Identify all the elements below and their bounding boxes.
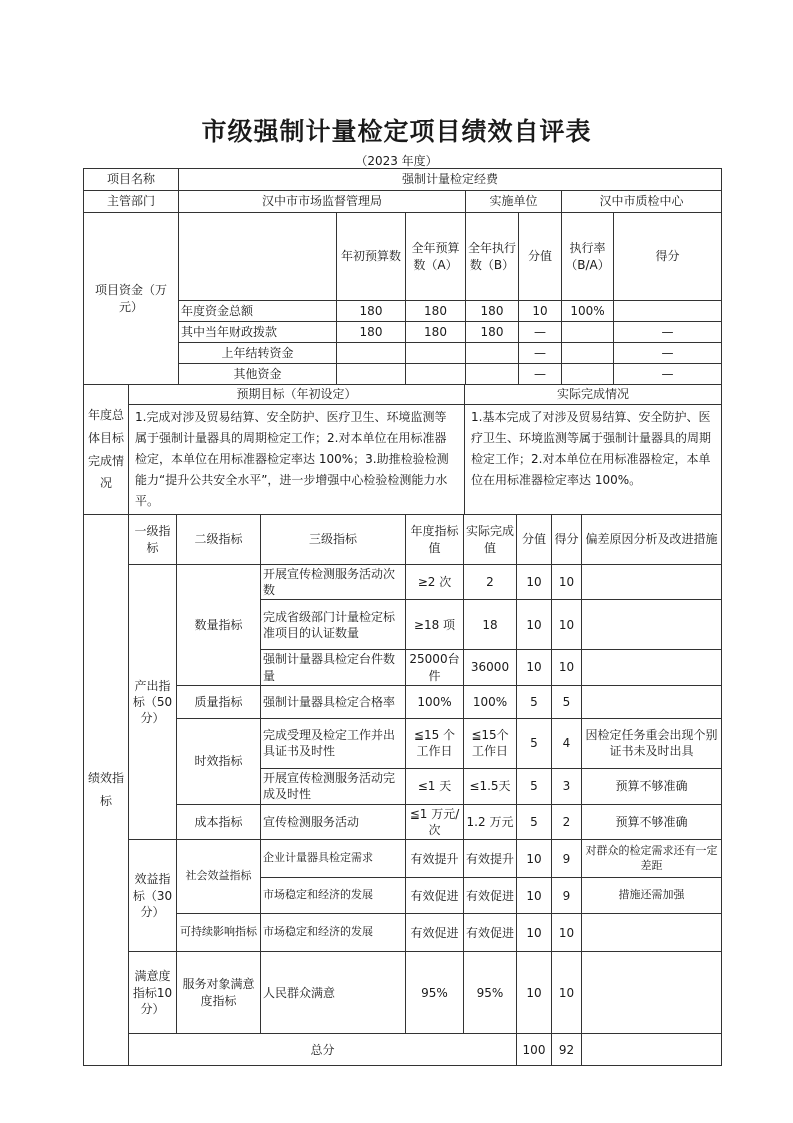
- indicator-got: 10: [552, 565, 582, 600]
- indicator-name: 完成受理及检定工作并出具证书及时性: [261, 718, 406, 768]
- fund-initial: [337, 343, 406, 364]
- total-got: 92: [552, 1034, 582, 1066]
- project-name-label: 项目名称: [84, 169, 179, 191]
- goals-label: 年度总体目标完成情况: [84, 385, 129, 515]
- header-l3: 三级指标: [261, 515, 406, 565]
- header-rate: 执行率（B/A）: [562, 213, 614, 301]
- fund-exec: [466, 364, 519, 385]
- fund-name: 上年结转资金: [179, 343, 337, 364]
- table-row: [84, 364, 722, 385]
- fund-score: —: [519, 364, 562, 385]
- page-title: 市级强制计量检定项目绩效自评表: [201, 117, 592, 146]
- indicator-actual: 18: [464, 600, 517, 650]
- table-row: [84, 804, 722, 839]
- indicator-target: ≦1 万元/次: [406, 804, 464, 839]
- indicator-target: 有效促进: [406, 914, 464, 952]
- indicator-reason: 措施还需加强: [582, 878, 722, 914]
- fund-score: —: [519, 322, 562, 343]
- indicator-actual: 100%: [464, 685, 517, 718]
- funds-label: 项目资金（万元）: [84, 213, 179, 385]
- indicator-reason: [582, 565, 722, 600]
- table-row: [84, 914, 722, 952]
- fund-initial: 180: [337, 322, 406, 343]
- output-label: 产出指标（50 分）: [129, 565, 177, 840]
- indicator-score: 10: [517, 878, 552, 914]
- indicator-actual: 有效促进: [464, 878, 517, 914]
- indicator-score: 5: [517, 804, 552, 839]
- indicator-actual: 95%: [464, 952, 517, 1034]
- indicator-name: 人民群众满意: [261, 952, 406, 1034]
- indicator-got: 4: [552, 718, 582, 768]
- indicator-name: 市场稳定和经济的发展: [261, 878, 406, 914]
- indicator-got: 9: [552, 840, 582, 878]
- quality-label: 质量指标: [177, 685, 261, 718]
- indicator-got: 2: [552, 804, 582, 839]
- expected-label: 预期目标（年初设定）: [129, 385, 465, 405]
- indicator-name: 企业计量器具检定需求: [261, 840, 406, 878]
- perf-table: [83, 514, 722, 1066]
- indicator-reason: [582, 685, 722, 718]
- expected-text: 1.完成对涉及贸易结算、安全防护、医疗卫生、环境监测等属于强制计量器具的周期检定工作；2.对本单位在用标准器检定，本单位在用标准器检定率达 100%；3.助推检验检测能力“提升公共安全水平”，进一步增强中心检验检测能力水平。: [129, 405, 465, 515]
- indicator-reason: [582, 914, 722, 952]
- indicator-name: 强制计量器具检定台件数量: [261, 650, 406, 685]
- fund-rate: 100%: [562, 301, 614, 322]
- fund-exec: 180: [466, 322, 519, 343]
- fund-score: 10: [519, 301, 562, 322]
- indicator-reason: 预算不够准确: [582, 768, 722, 804]
- fund-got: [614, 301, 722, 322]
- header-got: 得分: [614, 213, 722, 301]
- fund-initial: [337, 364, 406, 385]
- indicator-score: 10: [517, 840, 552, 878]
- total-score: 100: [517, 1034, 552, 1066]
- indicator-score: 5: [517, 718, 552, 768]
- table-row: [84, 840, 722, 878]
- benefit-label: 效益指标（30 分）: [129, 840, 177, 952]
- header-score: 分值: [519, 213, 562, 301]
- impl-value: 汉中市质检中心: [562, 191, 722, 213]
- indicator-score: 10: [517, 650, 552, 685]
- indicator-reason: 预算不够准确: [582, 804, 722, 839]
- satisfaction-label: 满意度指标10 分）: [129, 952, 177, 1034]
- fund-exec: [466, 343, 519, 364]
- indicator-got: 10: [552, 650, 582, 685]
- indicator-actual: 有效促进: [464, 914, 517, 952]
- fund-name: 年度资金总额: [179, 301, 337, 322]
- fund-initial: 180: [337, 301, 406, 322]
- dept-label: 主管部门: [84, 191, 179, 213]
- header-l2: 二级指标: [177, 515, 261, 565]
- indicator-reason: [582, 952, 722, 1034]
- indicator-got: 10: [552, 952, 582, 1034]
- fund-got: —: [614, 322, 722, 343]
- indicator-target: 25000台件: [406, 650, 464, 685]
- fund-annual: 180: [406, 322, 466, 343]
- dept-value: 汉中市市场监督管理局: [179, 191, 466, 213]
- fund-got: —: [614, 343, 722, 364]
- indicator-name: 完成省级部门计量检定标准项目的认证数量: [261, 600, 406, 650]
- indicator-target: 有效提升: [406, 840, 464, 878]
- indicator-target: 95%: [406, 952, 464, 1034]
- header-annual: 全年预算数（A）: [406, 213, 466, 301]
- table-row: [84, 565, 722, 600]
- goals-table: [83, 384, 722, 515]
- fund-annual: [406, 343, 466, 364]
- header-initial: 年初预算数: [337, 213, 406, 301]
- indicator-reason: 对群众的检定需求还有一定差距: [582, 840, 722, 878]
- indicator-score: 5: [517, 685, 552, 718]
- fund-annual: 180: [406, 301, 466, 322]
- table-row: [84, 343, 722, 364]
- header-score: 分值: [517, 515, 552, 565]
- fund-rate: [562, 343, 614, 364]
- quantity-label: 数量指标: [177, 565, 261, 686]
- indicator-name: 市场稳定和经济的发展: [261, 914, 406, 952]
- indicator-actual: 1.2 万元: [464, 804, 517, 839]
- table-row: [84, 718, 722, 768]
- table-row: [84, 322, 722, 343]
- table-row: [84, 301, 722, 322]
- fund-name: 其他资金: [179, 364, 337, 385]
- actual-text: 1.基本完成了对涉及贸易结算、安全防护、医疗卫生、环境监测等属于强制计量器具的周期检定工作；2.对本单位在用标准器检定，本单位在用标准器检定率达 100%。: [465, 405, 722, 515]
- indicator-actual: 2: [464, 565, 517, 600]
- impl-label: 实施单位: [466, 191, 562, 213]
- project-name-value: 强制计量检定经费: [179, 169, 722, 191]
- indicator-target: ≦15 个工作日: [406, 718, 464, 768]
- indicator-score: 10: [517, 914, 552, 952]
- indicator-score: 10: [517, 600, 552, 650]
- indicator-name: 开展宣传检测服务活动次数: [261, 565, 406, 600]
- indicator-score: 5: [517, 768, 552, 804]
- indicator-reason: 因检定任务重会出现个别证书未及时出具: [582, 718, 722, 768]
- total-blank: [582, 1034, 722, 1066]
- indicator-target: 100%: [406, 685, 464, 718]
- social-label: 社会效益指标: [177, 840, 261, 914]
- indicator-reason: [582, 600, 722, 650]
- header-l1: 一级指标: [129, 515, 177, 565]
- indicator-name: 开展宣传检测服务活动完成及时性: [261, 768, 406, 804]
- indicator-target: ≥2 次: [406, 565, 464, 600]
- indicator-got: 3: [552, 768, 582, 804]
- indicator-got: 10: [552, 600, 582, 650]
- header-got: 得分: [552, 515, 582, 565]
- service-label: 服务对象满意度指标: [177, 952, 261, 1034]
- indicator-score: 10: [517, 952, 552, 1034]
- indicator-actual: ≤1.5天: [464, 768, 517, 804]
- indicator-name: 强制计量器具检定合格率: [261, 685, 406, 718]
- table-row: [84, 685, 722, 718]
- fund-name: 其中当年财政拨款: [179, 322, 337, 343]
- cost-label: 成本指标: [177, 804, 261, 839]
- indicator-got: 5: [552, 685, 582, 718]
- header-actual: 实际完成值: [464, 515, 517, 565]
- indicator-target: 有效促进: [406, 878, 464, 914]
- timely-label: 时效指标: [177, 718, 261, 804]
- indicator-reason: [582, 650, 722, 685]
- indicator-got: 9: [552, 878, 582, 914]
- indicator-actual: 有效提升: [464, 840, 517, 878]
- total-label: 总分: [129, 1034, 517, 1066]
- fund-annual: [406, 364, 466, 385]
- perf-label: 绩效指标: [84, 515, 129, 1066]
- sustain-label: 可持续影响指标: [177, 914, 261, 952]
- year-label: （2023 年度）: [355, 154, 438, 168]
- fund-rate: [562, 322, 614, 343]
- header-reason: 偏差原因分析及改进措施: [582, 515, 722, 565]
- funds-table: [83, 168, 722, 385]
- indicator-target: ≥18 项: [406, 600, 464, 650]
- fund-exec: 180: [466, 301, 519, 322]
- table-row: [84, 952, 722, 1034]
- indicator-name: 宣传检测服务活动: [261, 804, 406, 839]
- indicator-actual: ≦15个工作日: [464, 718, 517, 768]
- indicator-got: 10: [552, 914, 582, 952]
- actual-label: 实际完成情况: [465, 385, 722, 405]
- indicator-target: ≤1 天: [406, 768, 464, 804]
- funds-header-blank: [179, 213, 337, 301]
- indicator-actual: 36000: [464, 650, 517, 685]
- fund-got: —: [614, 364, 722, 385]
- fund-score: —: [519, 343, 562, 364]
- fund-rate: [562, 364, 614, 385]
- indicator-score: 10: [517, 565, 552, 600]
- header-target: 年度指标值: [406, 515, 464, 565]
- header-exec: 全年执行数（B）: [466, 213, 519, 301]
